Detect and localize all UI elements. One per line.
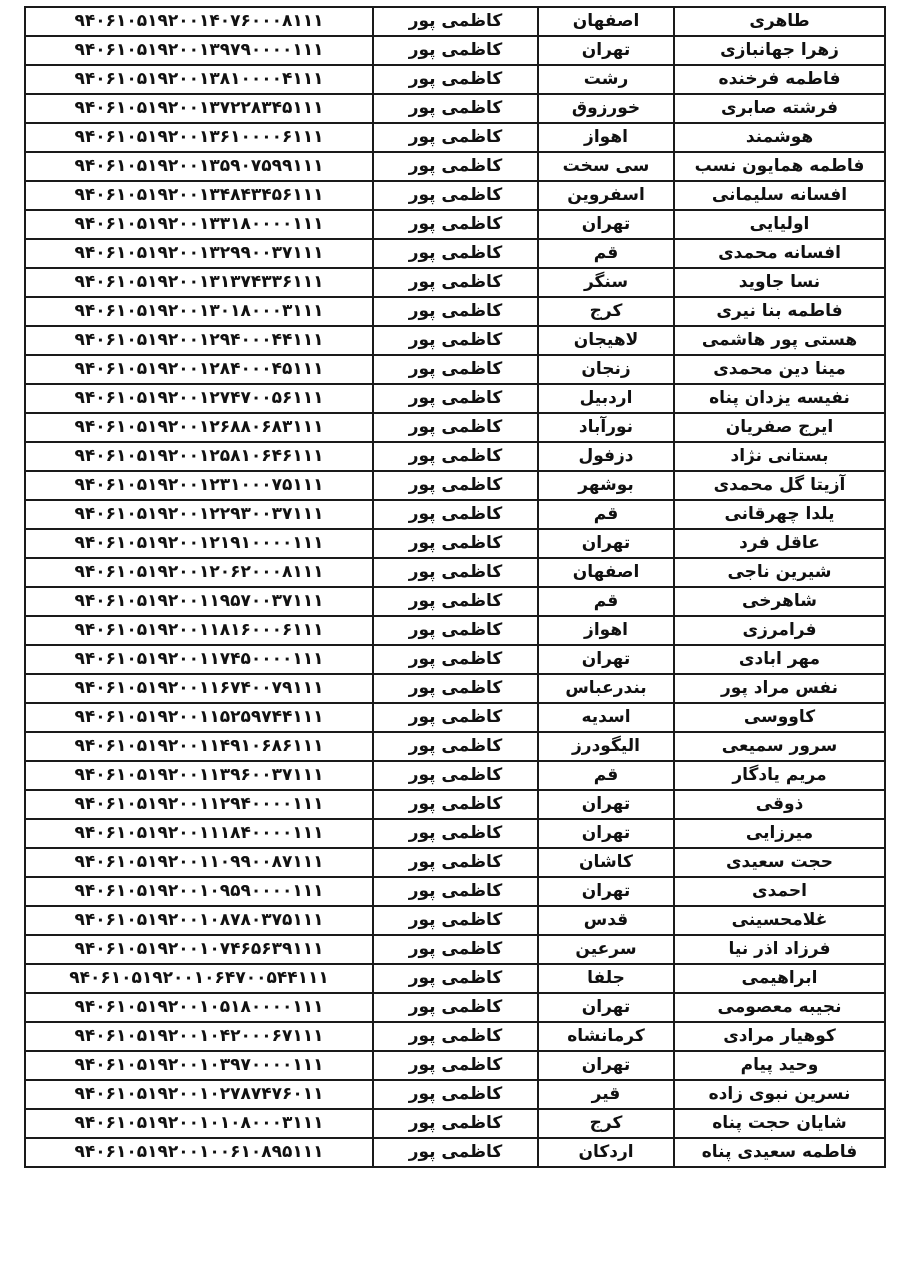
city-cell: نورآباد [538, 413, 674, 442]
person-name-cell: ایرج صفریان [674, 413, 885, 442]
tracking-code-cell: ۹۴۰۶۱۰۵۱۹۲۰۰۱۲۸۴۰۰۰۴۵۱۱۱ [25, 355, 373, 384]
tracking-code-cell: ۹۴۰۶۱۰۵۱۹۲۰۰۱۱۰۹۹۰۰۸۷۱۱۱ [25, 848, 373, 877]
city-cell: اهواز [538, 123, 674, 152]
family-name-cell: کاظمی پور [373, 210, 538, 239]
tracking-code-cell: ۹۴۰۶۱۰۵۱۹۲۰۰۱۴۰۷۶۰۰۰۸۱۱۱ [25, 7, 373, 36]
family-name-cell: کاظمی پور [373, 239, 538, 268]
person-name-cell: اولیایی [674, 210, 885, 239]
family-name-cell: کاظمی پور [373, 500, 538, 529]
person-name-cell: شاهرخی [674, 587, 885, 616]
family-name-cell: کاظمی پور [373, 297, 538, 326]
table-row [25, 210, 885, 239]
city-cell: خورزوق [538, 94, 674, 123]
city-cell: اسدیه [538, 703, 674, 732]
family-name-cell: کاظمی پور [373, 7, 538, 36]
tracking-code-cell: ۹۴۰۶۱۰۵۱۹۲۰۰۱۰۲۷۸۷۴۷۶۰۱۱ [25, 1080, 373, 1109]
family-name-cell: کاظمی پور [373, 964, 538, 993]
table-row [25, 152, 885, 181]
family-name-cell: کاظمی پور [373, 268, 538, 297]
city-cell: تهران [538, 993, 674, 1022]
family-name-cell: کاظمی پور [373, 36, 538, 65]
person-name-cell: فرزاد اذر نیا [674, 935, 885, 964]
tracking-code-cell: ۹۴۰۶۱۰۵۱۹۲۰۰۱۳۹۷۹۰۰۰۰۱۱۱ [25, 36, 373, 65]
tracking-code-cell: ۹۴۰۶۱۰۵۱۹۲۰۰۱۱۶۷۴۰۰۷۹۱۱۱ [25, 674, 373, 703]
table-row [25, 268, 885, 297]
tracking-code-cell: ۹۴۰۶۱۰۵۱۹۲۰۰۱۲۱۹۱۰۰۰۰۱۱۱ [25, 529, 373, 558]
table-row [25, 123, 885, 152]
city-cell: اهواز [538, 616, 674, 645]
person-name-cell: شیرین ناجی [674, 558, 885, 587]
table-row [25, 1022, 885, 1051]
table-row [25, 935, 885, 964]
family-name-cell: کاظمی پور [373, 732, 538, 761]
tracking-code-cell: ۹۴۰۶۱۰۵۱۹۲۰۰۱۳۱۳۷۴۳۳۶۱۱۱ [25, 268, 373, 297]
table-row [25, 616, 885, 645]
table-row [25, 790, 885, 819]
person-name-cell: غلامحسینی [674, 906, 885, 935]
table-row [25, 1051, 885, 1080]
city-cell: قم [538, 761, 674, 790]
table-row [25, 7, 885, 36]
person-name-cell: شایان حجت پناه [674, 1109, 885, 1138]
family-name-cell: کاظمی پور [373, 703, 538, 732]
person-name-cell: فاطمه بنا نیری [674, 297, 885, 326]
person-name-cell: یلدا چهرقانی [674, 500, 885, 529]
family-name-cell: کاظمی پور [373, 94, 538, 123]
tracking-code-cell: ۹۴۰۶۱۰۵۱۹۲۰۰۱۳۷۲۲۸۳۴۵۱۱۱ [25, 94, 373, 123]
table-row [25, 355, 885, 384]
family-name-cell: کاظمی پور [373, 935, 538, 964]
table-row [25, 65, 885, 94]
city-cell: سی سخت [538, 152, 674, 181]
person-name-cell: افسانه سلیمانی [674, 181, 885, 210]
family-name-cell: کاظمی پور [373, 906, 538, 935]
family-name-cell: کاظمی پور [373, 355, 538, 384]
person-name-cell: بستانی نژاد [674, 442, 885, 471]
tracking-code-cell: ۹۴۰۶۱۰۵۱۹۲۰۰۱۳۴۸۴۳۴۵۶۱۱۱ [25, 181, 373, 210]
family-name-cell: کاظمی پور [373, 65, 538, 94]
tracking-code-cell: ۹۴۰۶۱۰۵۱۹۲۰۰۱۲۲۹۳۰۰۳۷۱۱۱ [25, 500, 373, 529]
city-cell: کرج [538, 1109, 674, 1138]
person-name-cell: افسانه محمدی [674, 239, 885, 268]
family-name-cell: کاظمی پور [373, 529, 538, 558]
family-name-cell: کاظمی پور [373, 152, 538, 181]
family-name-cell: کاظمی پور [373, 326, 538, 355]
table-row [25, 877, 885, 906]
person-name-cell: ابراهیمی [674, 964, 885, 993]
family-name-cell: کاظمی پور [373, 1022, 538, 1051]
tracking-code-cell: ۹۴۰۶۱۰۵۱۹۲۰۰۱۳۳۱۸۰۰۰۰۱۱۱ [25, 210, 373, 239]
tracking-code-cell: ۹۴۰۶۱۰۵۱۹۲۰۰۱۳۰۱۸۰۰۰۳۱۱۱ [25, 297, 373, 326]
person-name-cell: نسا جاوید [674, 268, 885, 297]
tracking-code-cell: ۹۴۰۶۱۰۵۱۹۲۰۰۱۲۰۶۲۰۰۰۸۱۱۱ [25, 558, 373, 587]
city-cell: اصفهان [538, 558, 674, 587]
family-name-cell: کاظمی پور [373, 1109, 538, 1138]
person-name-cell: ذوقی [674, 790, 885, 819]
family-name-cell: کاظمی پور [373, 761, 538, 790]
city-cell: تهران [538, 210, 674, 239]
tracking-code-cell: ۹۴۰۶۱۰۵۱۹۲۰۰۱۳۶۱۰۰۰۰۶۱۱۱ [25, 123, 373, 152]
table-row [25, 732, 885, 761]
family-name-cell: کاظمی پور [373, 645, 538, 674]
table-row [25, 36, 885, 65]
city-cell: تهران [538, 1051, 674, 1080]
tracking-code-cell: ۹۴۰۶۱۰۵۱۹۲۰۰۱۱۷۴۵۰۰۰۰۱۱۱ [25, 645, 373, 674]
city-cell: زنجان [538, 355, 674, 384]
table-row [25, 94, 885, 123]
table-row [25, 964, 885, 993]
table-row [25, 500, 885, 529]
city-cell: لاهیجان [538, 326, 674, 355]
tracking-code-cell: ۹۴۰۶۱۰۵۱۹۲۰۰۱۰۷۴۶۵۶۳۹۱۱۱ [25, 935, 373, 964]
city-cell: بندرعباس [538, 674, 674, 703]
tracking-code-cell: ۹۴۰۶۱۰۵۱۹۲۰۰۱۳۸۱۰۰۰۰۴۱۱۱ [25, 65, 373, 94]
table-row [25, 587, 885, 616]
tracking-code-cell: ۹۴۰۶۱۰۵۱۹۲۰۰۱۱۳۹۶۰۰۳۷۱۱۱ [25, 761, 373, 790]
tracking-code-cell: ۹۴۰۶۱۰۵۱۹۲۰۰۱۳۲۹۹۰۰۳۷۱۱۱ [25, 239, 373, 268]
tracking-code-cell: ۹۴۰۶۱۰۵۱۹۲۰۰۱۲۹۴۰۰۰۴۴۱۱۱ [25, 326, 373, 355]
city-cell: اسفروین [538, 181, 674, 210]
table-row [25, 326, 885, 355]
person-name-cell: کاووسی [674, 703, 885, 732]
tracking-code-cell: ۹۴۰۶۱۰۵۱۹۲۰۰۱۰۳۹۷۰۰۰۰۱۱۱ [25, 1051, 373, 1080]
city-cell: دزفول [538, 442, 674, 471]
person-name-cell: عاقل فرد [674, 529, 885, 558]
family-name-cell: کاظمی پور [373, 790, 538, 819]
person-name-cell: سرور سمیعی [674, 732, 885, 761]
tracking-code-cell: ۹۴۰۶۱۰۵۱۹۲۰۰۱۲۶۸۸۰۶۸۳۱۱۱ [25, 413, 373, 442]
city-cell: قم [538, 239, 674, 268]
city-cell: اصفهان [538, 7, 674, 36]
table-row [25, 181, 885, 210]
tracking-code-cell: ۹۴۰۶۱۰۵۱۹۲۰۰۱۲۳۱۰۰۰۷۵۱۱۱ [25, 471, 373, 500]
tracking-code-cell: ۹۴۰۶۱۰۵۱۹۲۰۰۱۱۵۲۵۹۷۴۴۱۱۱ [25, 703, 373, 732]
family-name-cell: کاظمی پور [373, 848, 538, 877]
family-name-cell: کاظمی پور [373, 819, 538, 848]
family-name-cell: کاظمی پور [373, 616, 538, 645]
city-cell: تهران [538, 645, 674, 674]
person-name-cell: حجت سعیدی [674, 848, 885, 877]
tracking-code-cell: ۹۴۰۶۱۰۵۱۹۲۰۰۱۱۸۱۶۰۰۰۶۱۱۱ [25, 616, 373, 645]
family-name-cell: کاظمی پور [373, 413, 538, 442]
table-row [25, 239, 885, 268]
table-row [25, 674, 885, 703]
city-cell: الیگودرز [538, 732, 674, 761]
tracking-code-cell: ۹۴۰۶۱۰۵۱۹۲۰۰۱۰۸۷۸۰۳۷۵۱۱۱ [25, 906, 373, 935]
city-cell: قیر [538, 1080, 674, 1109]
table-row [25, 819, 885, 848]
records-table-body [25, 7, 885, 1167]
city-cell: سنگر [538, 268, 674, 297]
table-row [25, 1109, 885, 1138]
tracking-code-cell: ۹۴۰۶۱۰۵۱۹۲۰۰۱۳۵۹۰۷۵۹۹۱۱۱ [25, 152, 373, 181]
person-name-cell: نفس مراد پور [674, 674, 885, 703]
city-cell: اردکان [538, 1138, 674, 1167]
table-row [25, 906, 885, 935]
city-cell: قم [538, 500, 674, 529]
family-name-cell: کاظمی پور [373, 1051, 538, 1080]
family-name-cell: کاظمی پور [373, 1080, 538, 1109]
records-table [24, 6, 886, 1168]
family-name-cell: کاظمی پور [373, 471, 538, 500]
person-name-cell: هستی پور هاشمی [674, 326, 885, 355]
family-name-cell: کاظمی پور [373, 442, 538, 471]
tracking-code-cell: ۹۴۰۶۱۰۵۱۹۲۰۰۱۰۶۴۷۰۰۵۴۴۱۱۱ [25, 964, 373, 993]
tracking-code-cell: ۹۴۰۶۱۰۵۱۹۲۰۰۱۱۹۵۷۰۰۳۷۱۱۱ [25, 587, 373, 616]
person-name-cell: نسرین نبوی زاده [674, 1080, 885, 1109]
person-name-cell: آزیتا گل محمدی [674, 471, 885, 500]
table-row [25, 558, 885, 587]
city-cell: تهران [538, 819, 674, 848]
table-row [25, 1138, 885, 1167]
person-name-cell: کوهیار مرادی [674, 1022, 885, 1051]
table-row [25, 384, 885, 413]
tracking-code-cell: ۹۴۰۶۱۰۵۱۹۲۰۰۱۰۱۰۸۰۰۰۳۱۱۱ [25, 1109, 373, 1138]
person-name-cell: نفیسه یزدان پناه [674, 384, 885, 413]
table-row [25, 297, 885, 326]
tracking-code-cell: ۹۴۰۶۱۰۵۱۹۲۰۰۱۱۲۹۴۰۰۰۰۱۱۱ [25, 790, 373, 819]
table-row [25, 529, 885, 558]
person-name-cell: فاطمه سعیدی پناه [674, 1138, 885, 1167]
tracking-code-cell: ۹۴۰۶۱۰۵۱۹۲۰۰۱۰۴۲۰۰۰۶۷۱۱۱ [25, 1022, 373, 1051]
tracking-code-cell: ۹۴۰۶۱۰۵۱۹۲۰۰۱۰۵۱۸۰۰۰۰۱۱۱ [25, 993, 373, 1022]
person-name-cell: مهر ابادی [674, 645, 885, 674]
family-name-cell: کاظمی پور [373, 1138, 538, 1167]
table-row [25, 993, 885, 1022]
city-cell: تهران [538, 529, 674, 558]
city-cell: تهران [538, 36, 674, 65]
city-cell: جلفا [538, 964, 674, 993]
person-name-cell: فرامرزی [674, 616, 885, 645]
city-cell: اردبیل [538, 384, 674, 413]
person-name-cell: هوشمند [674, 123, 885, 152]
family-name-cell: کاظمی پور [373, 181, 538, 210]
person-name-cell: زهرا جهانبازی [674, 36, 885, 65]
city-cell: بوشهر [538, 471, 674, 500]
person-name-cell: نجیبه معصومی [674, 993, 885, 1022]
table-row [25, 848, 885, 877]
person-name-cell: احمدی [674, 877, 885, 906]
city-cell: کرج [538, 297, 674, 326]
tracking-code-cell: ۹۴۰۶۱۰۵۱۹۲۰۰۱۱۴۹۱۰۶۸۶۱۱۱ [25, 732, 373, 761]
family-name-cell: کاظمی پور [373, 877, 538, 906]
table-row [25, 645, 885, 674]
person-name-cell: طاهری [674, 7, 885, 36]
person-name-cell: مریم یادگار [674, 761, 885, 790]
family-name-cell: کاظمی پور [373, 558, 538, 587]
family-name-cell: کاظمی پور [373, 993, 538, 1022]
city-cell: قدس [538, 906, 674, 935]
table-row [25, 442, 885, 471]
city-cell: کاشان [538, 848, 674, 877]
family-name-cell: کاظمی پور [373, 123, 538, 152]
person-name-cell: فاطمه همایون نسب [674, 152, 885, 181]
person-name-cell: میرزایی [674, 819, 885, 848]
person-name-cell: مینا دین محمدی [674, 355, 885, 384]
city-cell: کرمانشاه [538, 1022, 674, 1051]
family-name-cell: کاظمی پور [373, 674, 538, 703]
tracking-code-cell: ۹۴۰۶۱۰۵۱۹۲۰۰۱۲۵۸۱۰۶۴۶۱۱۱ [25, 442, 373, 471]
table-row [25, 703, 885, 732]
table-row [25, 413, 885, 442]
city-cell: تهران [538, 877, 674, 906]
table-row [25, 761, 885, 790]
family-name-cell: کاظمی پور [373, 384, 538, 413]
city-cell: رشت [538, 65, 674, 94]
city-cell: قم [538, 587, 674, 616]
table-row [25, 1080, 885, 1109]
tracking-code-cell: ۹۴۰۶۱۰۵۱۹۲۰۰۱۱۱۸۴۰۰۰۰۱۱۱ [25, 819, 373, 848]
city-cell: تهران [538, 790, 674, 819]
table-row [25, 471, 885, 500]
person-name-cell: فرشته صابری [674, 94, 885, 123]
person-name-cell: وحید پیام [674, 1051, 885, 1080]
tracking-code-cell: ۹۴۰۶۱۰۵۱۹۲۰۰۱۰۰۶۱۰۸۹۵۱۱۱ [25, 1138, 373, 1167]
family-name-cell: کاظمی پور [373, 587, 538, 616]
tracking-code-cell: ۹۴۰۶۱۰۵۱۹۲۰۰۱۲۷۴۷۰۰۵۶۱۱۱ [25, 384, 373, 413]
person-name-cell: فاطمه فرخنده [674, 65, 885, 94]
city-cell: سرعین [538, 935, 674, 964]
tracking-code-cell: ۹۴۰۶۱۰۵۱۹۲۰۰۱۰۹۵۹۰۰۰۰۱۱۱ [25, 877, 373, 906]
